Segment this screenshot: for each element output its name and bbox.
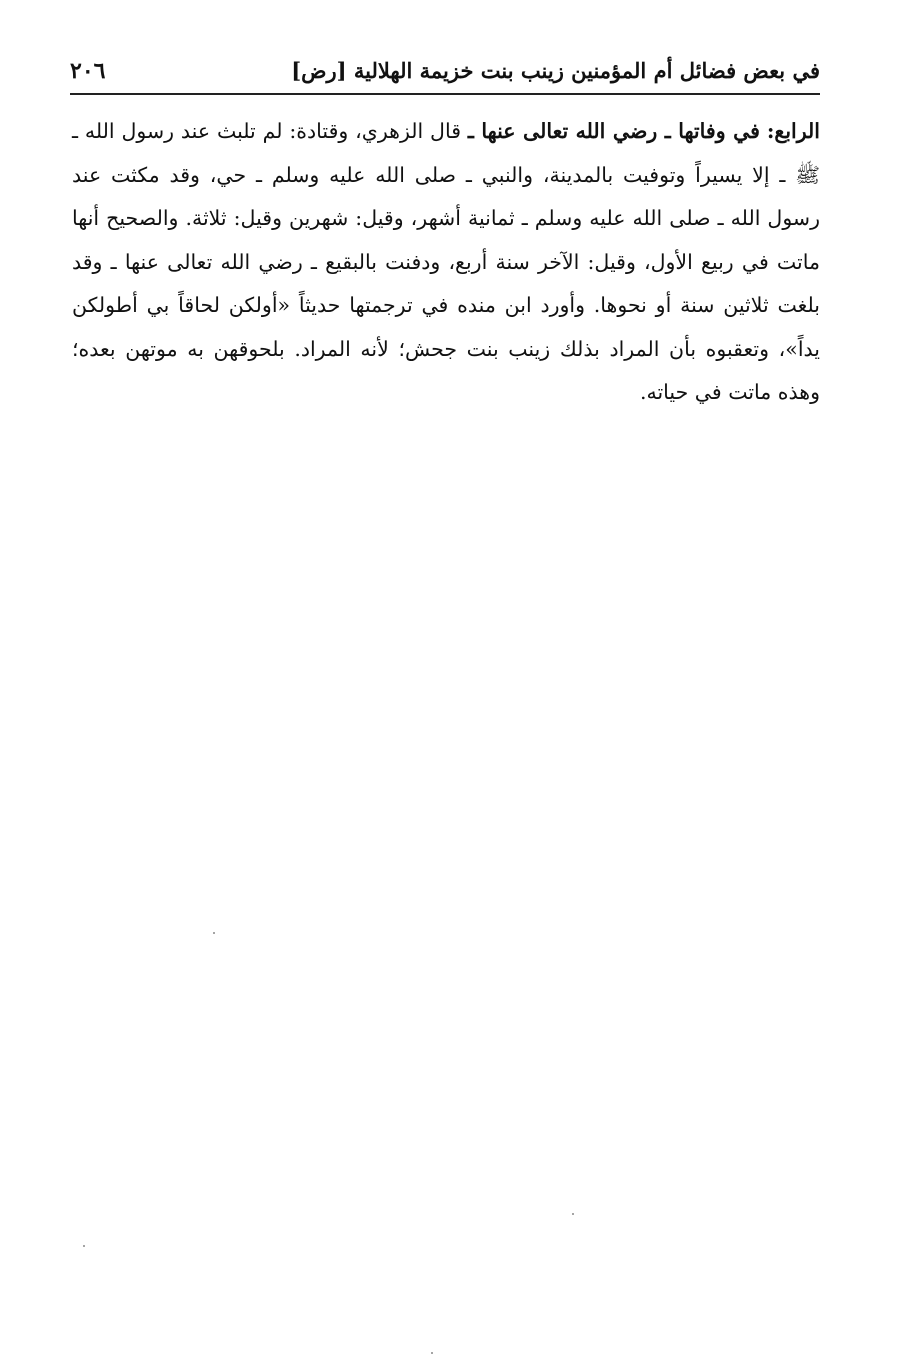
running-title: في بعض فضائل أم المؤمنين زينب بنت خزيمة الهلالية [رض] <box>291 58 820 83</box>
scan-speck <box>83 1245 85 1247</box>
scan-speck <box>213 932 215 934</box>
section-title: في وفاتها ـ رضي الله تعالى عنها ـ <box>467 119 760 143</box>
header-divider <box>70 93 820 95</box>
running-header <box>70 54 820 94</box>
page-number: ٢٠٦ <box>70 58 106 84</box>
body-paragraph <box>72 110 820 415</box>
section-text: قال الزهري، وقتادة: لم تلبث عند رسول الله ـ ﷺ ـ إلا يسيراً وتوفيت بالمدينة، والنبي ـ صلى الله عليه وسلم ـ حي، وقد مكثت عند رسول الله ـ صلى الله عليه وسلم ـ ثمانية أشهر، وقيل: شهرين وقيل: ثلاثة. والصحيح أنها ماتت في ربيع الأول، وقيل: الآخر سنة أربع، ودفنت بالبقيع ـ رضي الله تعالى عنها ـ وقد بلغت ثلاثين سنة أو نحوها. وأورد ابن منده في ترجمتها حديثاً «أولكن لحاقاً بي أطولكن يداً»، وتعقبوه بأن المراد بذلك زينب بنت جحش؛ لأنه المراد. بلحوقهن به موتهن بعده؛ وهذه ماتت في حياته. <box>72 119 820 404</box>
scan-speck <box>431 1352 433 1354</box>
scan-speck <box>572 1213 574 1215</box>
section-label: الرابع: <box>766 119 820 143</box>
